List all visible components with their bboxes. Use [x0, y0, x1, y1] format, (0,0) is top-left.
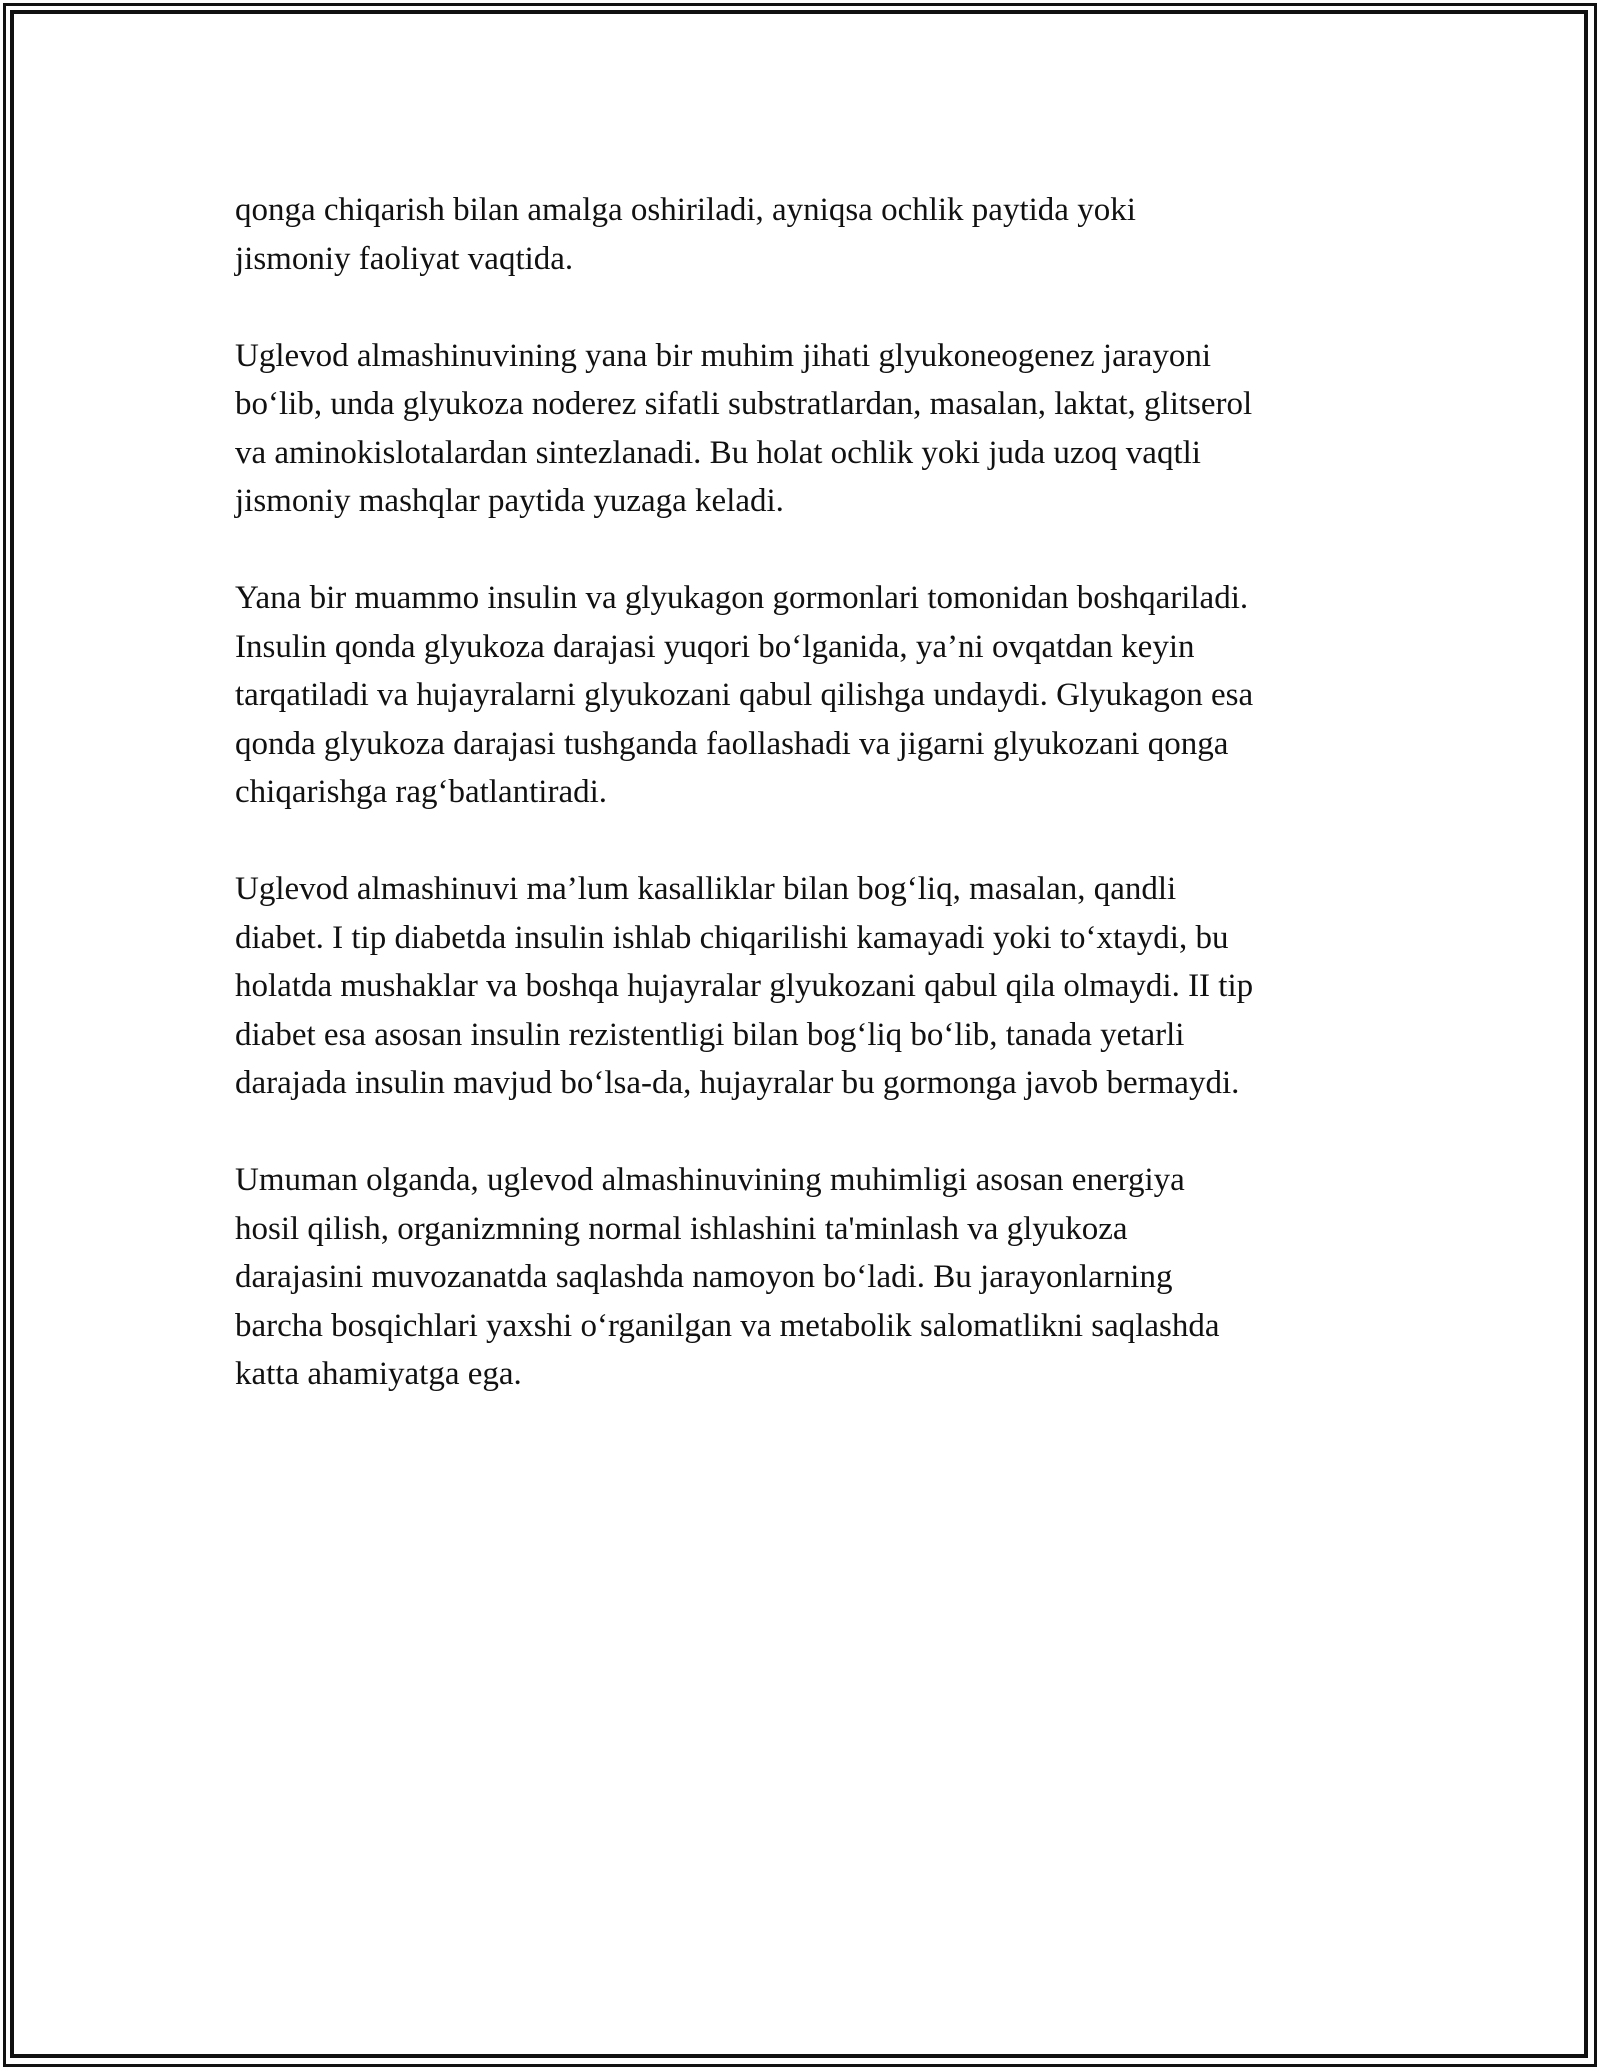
- paragraph-3: [235, 574, 1375, 817]
- paragraph-2: [235, 332, 1375, 526]
- text-line: holatda mushaklar va boshqa hujayralar glyukozani qabul qila olmaydi. II tip: [235, 968, 1254, 1004]
- paragraph-5: [235, 1156, 1375, 1399]
- paragraph-1: [235, 186, 1375, 283]
- text-line: darajada insulin mavjud bo‘lsa-da, hujayralar bu gormonga javob bermaydi.: [235, 1065, 1240, 1101]
- text-line: Uglevod almashinuvining yana bir muhim jihati glyukoneogenez jarayoni: [235, 337, 1212, 374]
- text-line: chiqarishga rag‘batlantiradi.: [235, 774, 608, 810]
- text-line: barcha bosqichlari yaxshi o‘rganilgan va metabolik salomatlikni saqlashda: [235, 1307, 1220, 1344]
- text-line: tarqatiladi va hujayralarni glyukozani qabul qilishga undaydi. Glyukagon esa: [235, 677, 1254, 713]
- text-line: qonga chiqarish bilan amalga oshiriladi, ayniqsa ochlik paytida yoki: [235, 192, 1136, 228]
- text-line: diabet. I tip diabetda insulin ishlab chiqarilishi kamayadi yoki to‘xtaydi, bu: [235, 919, 1229, 956]
- text-line: bo‘lib, unda glyukoza noderez sifatli substratlardan, masalan, laktat, glitserol: [235, 386, 1253, 422]
- text-line: Insulin qonda glyukoza darajasi yuqori bo‘lganida, ya’ni ovqatdan keyin: [235, 628, 1195, 665]
- paragraph-4: [235, 865, 1375, 1108]
- text-line: darajasini muvozanatda saqlashda namoyon bo‘ladi. Bu jarayonlarning: [235, 1259, 1173, 1295]
- text-line: qonda glyukoza darajasi tushganda faollashadi va jigarni glyukozani qonga: [235, 725, 1229, 762]
- document-body: [235, 186, 1375, 1447]
- text-line: hosil qilish, organizmning normal ishlashini ta'minlash va glyukoza: [235, 1210, 1128, 1247]
- text-line: jismoniy faoliyat vaqtida.: [235, 240, 574, 277]
- text-line: Umuman olganda, uglevod almashinuvining muhimligi asosan energiya: [235, 1162, 1185, 1198]
- text-line: Uglevod almashinuvi ma’lum kasalliklar bilan bog‘liq, masalan, qandli: [235, 871, 1177, 907]
- text-line: katta ahamiyatga ega.: [235, 1356, 522, 1392]
- text-line: jismoniy mashqlar paytida yuzaga keladi.: [235, 483, 784, 519]
- text-line: Yana bir muammo insulin va glyukagon gormonlari tomonidan boshqariladi.: [235, 580, 1249, 616]
- text-line: va aminokislotalardan sintezlanadi. Bu holat ochlik yoki juda uzoq vaqtli: [235, 434, 1201, 471]
- text-line: diabet esa asosan insulin rezistentligi bilan bog‘liq bo‘lib, tanada yetarli: [235, 1016, 1185, 1053]
